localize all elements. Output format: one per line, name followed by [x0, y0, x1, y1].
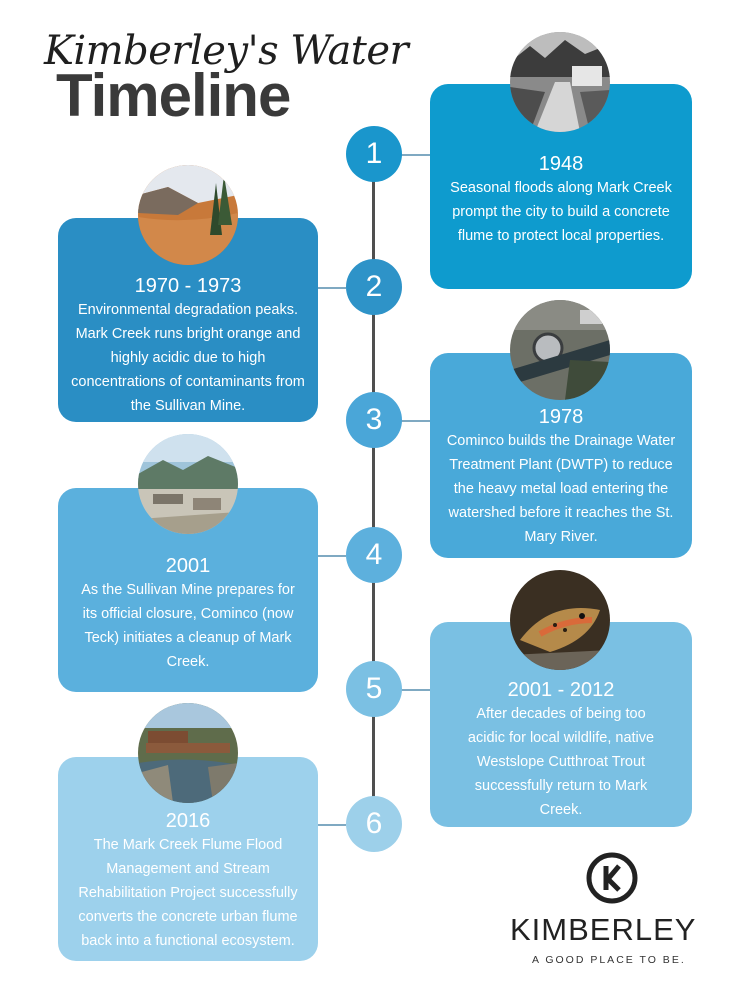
event-year: 1948 — [538, 153, 584, 175]
flume-construction-photo — [510, 32, 610, 132]
cutthroat-trout-photo — [510, 570, 610, 670]
connector-1 — [400, 154, 430, 156]
logo-wordmark: KIMBERLEY — [510, 912, 697, 947]
logo-tagline: A GOOD PLACE TO BE. — [532, 954, 686, 966]
event-description: The Mark Creek Flume Flood Management and Stream Rehabilitation Project successfully converts the concrete urban flume back into a functional ecosystem. — [78, 837, 298, 949]
page-title: Timeline — [56, 62, 291, 129]
event-description: After decades of being too acidic for local wildlife, native Westslope Cutthroat Trout successfully return to Mark Creek. — [467, 706, 655, 818]
mine-site-photo — [138, 434, 238, 534]
connector-3 — [400, 420, 430, 422]
kimberley-k-logo-icon — [586, 852, 638, 904]
connector-4 — [318, 555, 346, 557]
event-description: Cominco builds the Drainage Water Treatment Plant (DWTP) to reduce the heavy metal load entering the watershed before it reaches the St. Mary River. — [446, 433, 676, 545]
timeline-node-4: 4 — [346, 527, 402, 583]
connector-5 — [400, 689, 430, 691]
restored-creek-bridge-photo — [138, 703, 238, 803]
treatment-plant-aerial-photo — [510, 300, 610, 400]
title-script: Kimberley's Water — [44, 28, 409, 74]
timeline-node-2: 2 — [346, 259, 402, 315]
timeline-node-1: 1 — [346, 126, 402, 182]
connector-2 — [318, 287, 346, 289]
timeline-node-5: 5 — [346, 661, 402, 717]
event-year: 1970 - 1973 — [134, 275, 242, 297]
event-description: Environmental degradation peaks. Mark Creek runs bright orange and highly acidic due to high concentrations of contaminants from the Sullivan Mine. — [71, 302, 305, 414]
event-description: Seasonal floods along Mark Creek prompt the city to build a concrete flume to protect local properties. — [450, 180, 672, 244]
event-year: 1978 — [538, 406, 584, 428]
event-year: 2001 - 2012 — [507, 679, 615, 701]
event-year: 2016 — [165, 810, 211, 832]
connector-6 — [318, 824, 346, 826]
event-description: As the Sullivan Mine prepares for its official closure, Cominco (now Teck) initiates a cleanup of Mark Creek. — [81, 582, 295, 670]
timeline-node-3: 3 — [346, 392, 402, 448]
orange-creek-photo — [138, 165, 238, 265]
timeline-axis — [372, 150, 375, 830]
timeline-node-6: 6 — [346, 796, 402, 852]
event-year: 2001 — [165, 555, 211, 577]
